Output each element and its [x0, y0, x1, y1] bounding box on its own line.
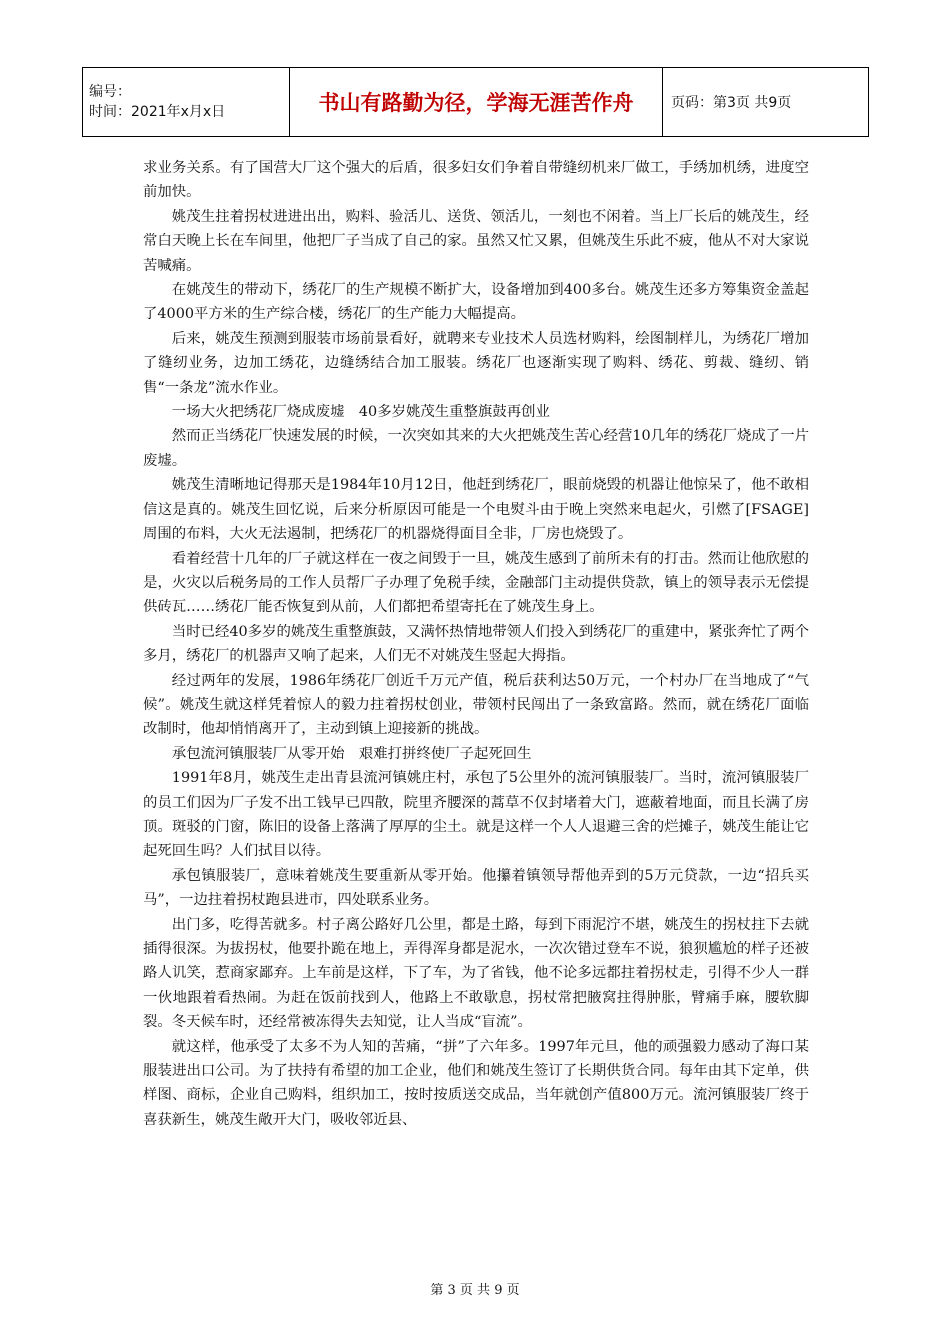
paragraph: 姚茂生清晰地记得那天是1984年10月12日，他赶到绣花厂，眼前烧毁的机器让他惊呆了，他不敢相信这是真的。姚茂生回忆说，后来分析原因可能是一个电熨斗由于晚上突然来电起火，引燃了[FSAGE]周围的布料，大火无法遏制，把绣花厂的机器烧得面目全非，厂房也烧毁了。: [143, 477, 809, 543]
paragraph: 在姚茂生的带动下，绣花厂的生产规模不断扩大，设备增加到400多台。姚茂生还多方筹集资金盖起了4000平方米的生产综合楼，绣花厂的生产能力大幅提高。: [143, 282, 809, 323]
paragraph: 经过两年的发展，1986年绣花厂创近千万元产值，税后获利达50万元，一个村办厂在当地成了“气候”。姚茂生就这样凭着惊人的毅力拄着拐杖创业，带领村民闯出了一条致富路。然而，就在绣花厂面临改制时，他却悄悄离开了，主动到镇上迎接新的挑战。: [143, 672, 809, 738]
date-label: 时间：2021年x月x日: [89, 104, 226, 120]
paragraph: 然而正当绣花厂快速发展的时候，一次突如其来的大火把姚茂生苦心经营10几年的绣花厂烧成了一片废墟。: [143, 428, 809, 469]
motto: 书山有路勤为径，学海无涯苦作舟: [290, 68, 663, 137]
paragraph: 后来，姚茂生预测到服装市场前景看好，就聘来专业技术人员选材购料，绘图制样儿，为绣花厂增加了缝纫业务，边加工绣花，边缝绣结合加工服装。绣花厂也逐渐实现了购料、绣花、剪裁、缝纫、销售“一条龙”流水作业。: [143, 330, 809, 396]
section-heading: 承包流河镇服装厂从零开始 艰难打拼终使厂子起死回生: [171, 745, 532, 762]
paragraph: 出门多，吃得苦就多。村子离公路好几公里，都是土路，每到下雨泥泞不堪，姚茂生的拐杖拄下去就插得很深。为拔拐杖，他要扑跪在地上，弄得浑身都是泥水，一次次错过登车不说，狼狈尴尬的样子还被路人讥笑，惹商家鄙弃。上车前是这样，下了车，为了省钱，他不论多远都拄着拐杖走，引得不少人一群一伙地跟着看热闹。为赶在饭前找到人，他路上不敢歇息，拐杖常把腋窝拄得肿胀，臂痛手麻，腰软脚裂。冬天候车时，还经常被冻得失去知觉，让人当成“盲流”。: [143, 916, 809, 1031]
header-table: [82, 67, 869, 137]
code-label: 编号：: [89, 84, 131, 100]
paragraph: 就这样，他承受了太多不为人知的苦痛，“拼”了六年多。1997年元旦，他的顽强毅力感动了海口某服装进出口公司。为了扶持有希望的加工企业，他们和姚茂生签订了长期供货合同。每年由其下定单，供样图、商标，企业自己购料，组织加工，按时按质送交成品，当年就创产值800万元。流河镇服装厂终于喜获新生，姚茂生敞开大门，吸收邻近县、: [143, 1038, 809, 1128]
document-body: [143, 156, 809, 1132]
paragraph: 当时已经40多岁的姚茂生重整旗鼓，又满怀热情地带领人们投入到绣花厂的重建中，紧张奔忙了两个多月，绣花厂的机器声又响了起来，人们无不对姚茂生竖起大拇指。: [143, 623, 809, 665]
paragraph: 1991年8月，姚茂生走出青县流河镇姚庄村，承包了5公里外的流河镇服装厂。当时，流河镇服装厂的员工们因为厂子发不出工钱早已四散，院里齐腰深的蒿草不仅封堵着大门，遮蔽着地面，而且长满了房顶。斑驳的门窗，陈旧的设备上落满了厚厚的尘土。就是这样一个人人退避三舍的烂摊子，姚茂生能让它起死回生吗？人们拭目以待。: [143, 770, 809, 860]
section-heading: 一场大火把绣花厂烧成废墟 40多岁姚茂生重整旗鼓再创业: [171, 404, 550, 421]
header-meta: [83, 68, 290, 137]
paragraph: 看着经营十几年的厂子就这样在一夜之间毁于一旦，姚茂生感到了前所未有的打击。然而让他欣慰的是，火灾以后税务局的工作人员帮厂子办理了免税手续，金融部门主动提供贷款，镇上的领导表示无偿提供砖瓦……绣花厂能否恢复到从前，人们都把希望寄托在了姚茂生身上。: [143, 550, 809, 616]
paragraph: 姚茂生拄着拐杖进进出出，购料、验活儿、送货、领活儿，一刻也不闲着。当上厂长后的姚茂生，经常白天晚上长在车间里，他把厂子当成了自己的家。虽然又忙又累，但姚茂生乐此不疲，他从不对大家说苦喊痛。: [143, 208, 809, 274]
page-footer: 第 3 页 共 9 页: [430, 1283, 520, 1298]
page-info: 页码：第3页 共9页: [663, 68, 869, 137]
paragraph: 承包镇服装厂，意味着姚茂生要重新从零开始。他攥着镇领导帮他弄到的5万元贷款，一边“招兵买马”，一边拄着拐杖跑县进市，四处联系业务。: [143, 867, 809, 909]
paragraph: 求业务关系。有了国营大厂这个强大的后盾，很多妇女们争着自带缝纫机来厂做工，手绣加机绣，进度空前加快。: [143, 160, 809, 201]
